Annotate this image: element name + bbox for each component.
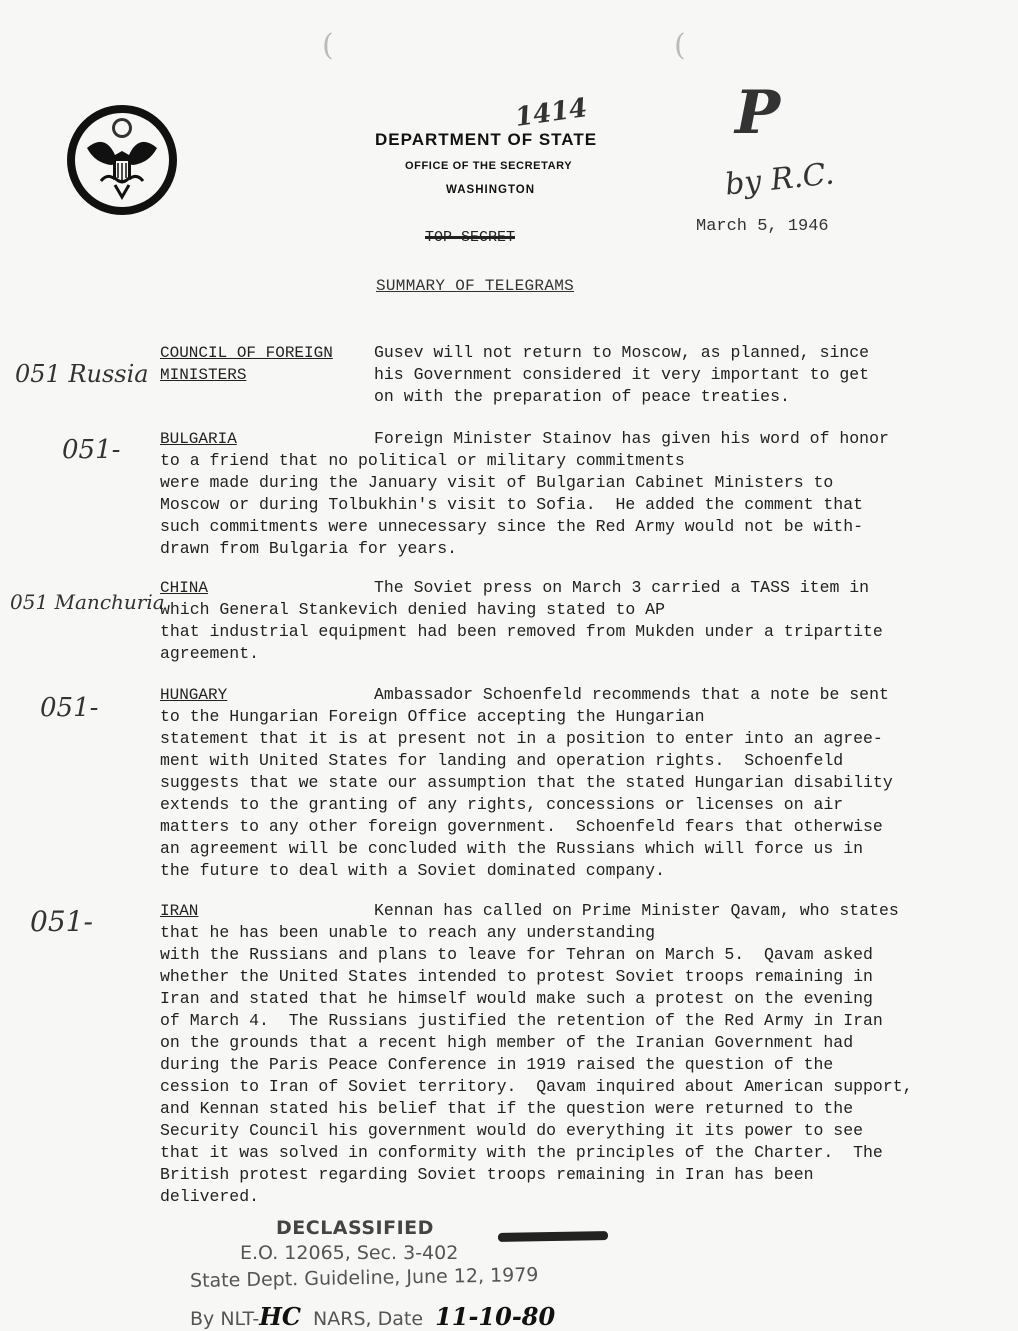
declassified-eo: E.O. 12065, Sec. 3-402: [240, 1242, 459, 1264]
handwritten-number: 1414: [513, 93, 590, 133]
letterhead-city: WASHINGTON: [446, 184, 536, 196]
declassified-stamp: DECLASSIFIED: [276, 1217, 434, 1239]
section-heading: IRAN: [160, 902, 199, 920]
department-seal-icon: [65, 103, 179, 217]
document-title: SUMMARY OF TELEGRAMS: [376, 277, 575, 295]
section-text: Foreign Minister Stainov has given his word of honor to a friend that no political or military commitments were made during the January visit of Bulgarian Cabinet Ministers to Moscow or during Tolbukhin's visit to Sofia. He added the comment that such commitments were unnecessary since the Red Army would not be with- drawn from Bulgaria for years.: [160, 429, 889, 558]
declassified-by-line: [190, 1302, 555, 1331]
file-note: 051 Manchuria: [10, 590, 165, 614]
section-text: The Soviet press on March 3 carried a TASS item in which General Stankevich denied having stated to AP that industrial equipment had been removed from Mukden under a tripartite agreement.: [160, 578, 883, 663]
section-heading: BULGARIA: [160, 430, 237, 448]
letterhead-department: DEPARTMENT OF STATE: [375, 130, 598, 149]
section-heading: CHINA: [160, 579, 209, 597]
declassified-by-prefix: By NLT-: [190, 1308, 260, 1330]
paper-mark: (: [322, 28, 334, 63]
file-note: 051-: [40, 693, 99, 723]
declassified-guideline: State Dept. Guideline, June 12, 1979: [189, 1263, 539, 1293]
redaction-strike: [498, 1231, 608, 1242]
file-note: 051-: [62, 435, 121, 465]
handwritten-initials: by R.C.: [723, 156, 836, 203]
section-heading: COUNCIL OF FOREIGN MINISTERS: [160, 344, 333, 384]
letterhead-office: OFFICE OF THE SECRETARY: [405, 160, 573, 172]
section-text: Kennan has called on Prime Minister Qavam, who states that he has been unable to reach any understanding with the Russians and plans to leave for Tehran on March 5. Qavam asked whether the United States intended to protest Soviet troops remaining in Iran and stated that he himself would make such a protest on the evening of March 4. The Russians justified the retention of the Red Army in Iran on the grounds that a recent high member of the Iranian Government had during the Paris Peace Conference in 1919 raised the question of the cession to Iran of Soviet territory. Qavam inquired about American support, and Kennan stated his belief that if the question were returned to the Security Council his government would do everything it its power to see that it was solved in conformity with the principles of the Charter. The British protest regarding Soviet troops remaining in Iran has been delivered.: [160, 901, 913, 1206]
classification-struck: TOP SECRET: [425, 229, 516, 246]
declassified-date: 11-10-80: [435, 1302, 556, 1331]
handwritten-mark: P: [735, 78, 781, 148]
document-date: March 5, 1946: [696, 217, 829, 236]
declassified-nars-label: NARS, Date: [313, 1308, 424, 1330]
section-text: Gusev will not return to Moscow, as planned, since his Government considered it very important to get on with the preparation of peace treaties.: [374, 343, 870, 406]
file-note: 051 Russia: [15, 360, 149, 388]
section-heading: HUNGARY: [160, 686, 228, 704]
file-note: 051-: [30, 905, 93, 938]
declassified-by-initials: HC: [259, 1302, 301, 1331]
paper-mark: (: [674, 28, 686, 63]
section-text: Ambassador Schoenfeld recommends that a note be sent to the Hungarian Foreign Office accepting the Hungarian statement that it is at present not in a position to enter into an agree- ment with United States for landing and operation rights. Schoenfeld suggests that we state our assumption that the stated Hungarian disability extends to the granting of any rights, concessions or licenses on air matters to any other foreign government. Schoenfeld fears that otherwise an agreement will be concluded with the Russians which will force us in the future to deal with a Soviet dominated company.: [160, 685, 893, 880]
